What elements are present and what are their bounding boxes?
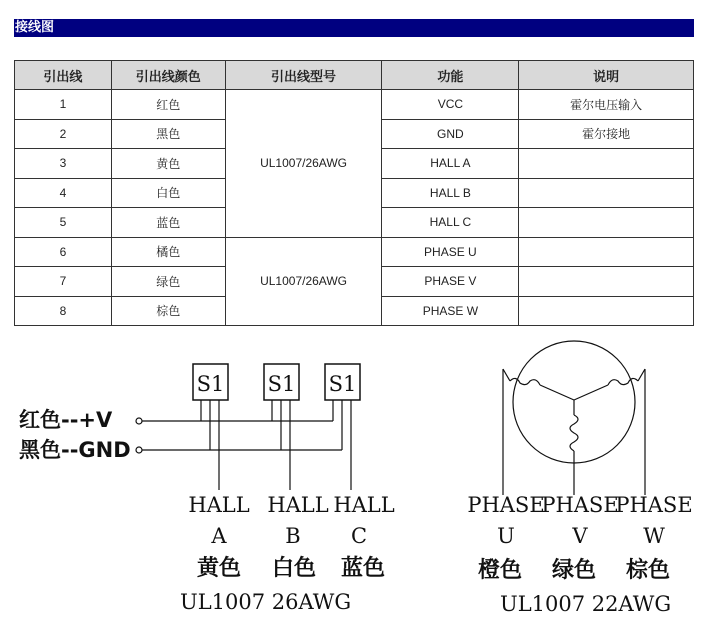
vcc-label: 红色--+V xyxy=(19,408,113,432)
phase-v-line2: V xyxy=(572,524,588,548)
hall-c-line2: C xyxy=(350,524,368,548)
hall-a-color: 黄色 xyxy=(196,556,242,581)
cell-color: 黑色 xyxy=(111,119,225,149)
hall-sensor-c xyxy=(325,364,360,400)
phase-wire-spec: UL1007 22AWG xyxy=(500,592,672,616)
hall-b-line2: B xyxy=(285,524,301,548)
hall-b-color: 白色 xyxy=(271,556,317,581)
hall-sensor-b xyxy=(264,364,299,400)
phase-w-line1: PHASE xyxy=(615,493,693,517)
cell-note xyxy=(519,149,694,179)
cell-no: 2 xyxy=(15,119,112,149)
cell-note: 霍尔电压输入 xyxy=(519,90,694,120)
gnd-label: 黑色--GND xyxy=(19,438,131,462)
sensor-label: S1 xyxy=(267,372,296,396)
hall-wires xyxy=(142,400,351,490)
cell-no: 5 xyxy=(15,208,112,238)
phase-u-line1: PHASE xyxy=(467,493,545,517)
cell-color: 橘色 xyxy=(111,237,225,267)
phase-u-line2: U xyxy=(497,524,515,548)
cell-color: 红色 xyxy=(111,90,225,120)
cell-color: 蓝色 xyxy=(111,208,225,238)
sensor-label: S1 xyxy=(328,372,357,396)
gnd-terminal xyxy=(136,447,142,453)
cell-function: GND xyxy=(382,119,519,149)
cell-model: UL1007/26AWG xyxy=(225,237,382,326)
cell-no: 8 xyxy=(15,296,112,326)
cell-function: PHASE V xyxy=(382,267,519,297)
cell-color: 棕色 xyxy=(111,296,225,326)
header-lead: 引出线 xyxy=(15,61,112,90)
header-lead-color: 引出线颜色 xyxy=(111,61,225,90)
table-row xyxy=(15,90,694,120)
hall-a-line2: A xyxy=(211,524,227,548)
cell-no: 7 xyxy=(15,267,112,297)
phase-w-line2: W xyxy=(643,524,665,548)
cell-function: PHASE W xyxy=(382,296,519,326)
cell-no: 6 xyxy=(15,237,112,267)
section-title: 接线图 xyxy=(15,20,55,35)
vcc-terminal xyxy=(136,418,142,424)
cell-no: 4 xyxy=(15,178,112,208)
cell-function: PHASE U xyxy=(382,237,519,267)
motor-winding xyxy=(503,341,645,495)
cell-function: VCC xyxy=(382,90,519,120)
cell-function: HALL B xyxy=(382,178,519,208)
hall-wire-spec: UL1007 26AWG xyxy=(180,590,352,614)
header-lead-model: 引出线型号 xyxy=(225,61,382,90)
hall-a-line1: HALL xyxy=(188,493,250,517)
cell-note xyxy=(519,296,694,326)
sensor-label: S1 xyxy=(196,372,225,396)
table-header-row xyxy=(15,61,694,90)
wiring-diagram xyxy=(0,340,714,632)
hall-b-line1: HALL xyxy=(267,493,329,517)
cell-color: 绿色 xyxy=(111,267,225,297)
hall-c-line1: HALL xyxy=(333,493,395,517)
cell-model: UL1007/26AWG xyxy=(225,90,382,238)
cell-no: 1 xyxy=(15,90,112,120)
header-function: 功能 xyxy=(382,61,519,90)
header-note: 说明 xyxy=(519,61,694,90)
cell-color: 白色 xyxy=(111,178,225,208)
cell-color: 黄色 xyxy=(111,149,225,179)
phase-v-color: 绿色 xyxy=(551,558,597,583)
table-row xyxy=(15,237,694,267)
cell-function: HALL A xyxy=(382,149,519,179)
wiring-table xyxy=(14,60,694,326)
cell-no: 3 xyxy=(15,149,112,179)
section-title-bar xyxy=(14,19,694,37)
phase-w-color: 棕色 xyxy=(625,558,671,583)
hall-sensor-a xyxy=(193,364,228,400)
cell-function: HALL C xyxy=(382,208,519,238)
phase-v-line1: PHASE xyxy=(541,493,619,517)
cell-note xyxy=(519,267,694,297)
cell-note xyxy=(519,208,694,238)
cell-note xyxy=(519,237,694,267)
hall-c-color: 蓝色 xyxy=(340,556,386,581)
cell-note xyxy=(519,178,694,208)
phase-u-color: 橙色 xyxy=(477,558,523,583)
cell-note: 霍尔接地 xyxy=(519,119,694,149)
